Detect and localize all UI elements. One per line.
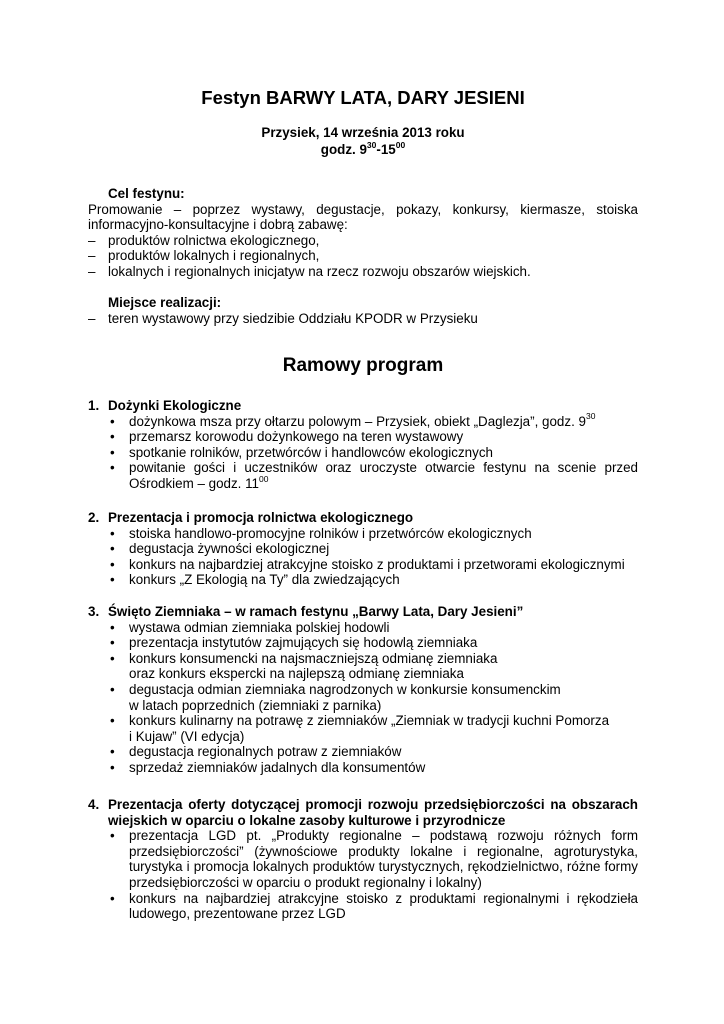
section-heading: 4. Prezentacja oferty dotyczącej promocji rozwoju przedsiębiorczości na obszarach wiejskich w oparciu o lokalne zasoby kulturowe i przyrodnicze [88, 797, 638, 828]
section-number: 3. [88, 604, 100, 619]
list-item: • sprzedaż ziemniaków jadalnych dla konsumentów [88, 760, 638, 776]
goal-item: – produktów lokalnych i regionalnych, [88, 248, 638, 264]
section-list [88, 620, 638, 776]
section-list [88, 828, 638, 922]
list-item: • degustacja żywności ekologicznej [88, 541, 638, 557]
list-item: • wystawa odmian ziemniaka polskiej hodowli [88, 620, 638, 636]
event-place-date: Przysiek, 14 września 2013 roku [261, 125, 465, 140]
section-number: 2. [88, 510, 100, 525]
section-list [88, 411, 638, 492]
list-item: • degustacja odmian ziemniaka nagrodzonych w konkursie konsumenckim w latach poprzednich (ziemniaki z parnika) [88, 682, 638, 713]
section-number: 1. [88, 398, 100, 413]
list-item: • konkurs konsumencki na najsmaczniejszą odmianę ziemniaka oraz konkurs ekspercki na najlepszą odmianę ziemniaka [88, 651, 638, 682]
list-item: • dożynkowa msza przy ołtarzu polowym – Przysiek, obiekt „Daglezja”, godz. $9^{30}$ [88, 414, 638, 430]
document-title: Festyn BARWY LATA, DARY JESIENI [201, 87, 525, 108]
section-list [88, 526, 638, 588]
program-section-1 [88, 398, 638, 492]
goal-label: Cel festynu: [108, 186, 185, 201]
section-heading: 2. Prezentacja i promocja rolnictwa ekologicznego [88, 510, 414, 525]
list-item: • stoiska handlowo-promocyjne rolników i przetwórców ekologicznych [88, 526, 638, 542]
list-item: • konkurs kulinarny na potrawę z ziemniaków „Ziemniak w tradycji kuchni Pomorza i Kujaw” (VI edycja) [88, 713, 638, 744]
list-item: • konkurs na najbardziej atrakcyjne stoisko z produktami i przetworami ekologicznymi [88, 557, 638, 573]
goal-item: – lokalnych i regionalnych inicjatyw na rzecz rozwoju obszarów wiejskich. [88, 264, 638, 280]
list-item: • degustacja regionalnych potraw z ziemniaków [88, 744, 638, 760]
list-item: • prezentacja instytutów zajmujących się hodowlą ziemniaka [88, 635, 638, 651]
list-item: • prezentacja LGD pt. „Produkty regionalne – podstawą rozwoju różnych form przedsiębiorczości” (żywnościowe produkty lokalne i regionalne, agroturystyka, turystyka i promocja lokalnych produktów turystycznych, rękodzielnictwo, różne formy przedsiębiorczości w oparciu o produkt regionalny i lokalny) [88, 828, 638, 890]
list-item: • spotkanie rolników, przetwórców i handlowców ekologicznych [88, 445, 638, 461]
program-section-3 [88, 604, 638, 776]
program-title: Ramowy program [282, 355, 444, 376]
program-section-4 [88, 797, 638, 922]
venue-section [88, 295, 638, 326]
list-item: • konkurs „Z Ekologią na Ty” dla zwiedzających [88, 572, 638, 588]
venue-label: Miejsce realizacji: [108, 295, 222, 310]
venue-item: – teren wystawowy przy siedzibie Oddziału KPODR w Przysieku [88, 311, 638, 327]
list-item: • konkurs na najbardziej atrakcyjne stoisko z produktami regionalnymi i rękodzieła ludowego, prezentowane przez LGD [88, 891, 638, 922]
goal-item: – produktów rolnictwa ekologicznego, [88, 233, 638, 249]
section-heading: 3. Święto Ziemniaka – w ramach festynu „Barwy Lata, Dary Jesieni” [88, 604, 524, 619]
section-heading: 1. Dożynki Ekologiczne [88, 398, 242, 413]
goal-intro: Promowanie – poprzez wystawy, degustacje, pokazy, konkursy, kiermasze, stoiska informacyjno-konsultacyjne i dobrą zabawę: [88, 201, 638, 233]
section-number: 4. [88, 797, 100, 812]
program-section-2 [88, 510, 638, 588]
list-item: • powitanie gości i uczestników oraz uroczyste otwarcie festynu na scenie przed Ośrodkiem – godz. $11^{00}$ [88, 460, 638, 491]
list-item: • przemarsz korowodu dożynkowego na teren wystawowy [88, 429, 638, 445]
goal-section [88, 186, 638, 280]
event-time: godz. $9^{30}-15^{00}$ [320, 139, 406, 157]
